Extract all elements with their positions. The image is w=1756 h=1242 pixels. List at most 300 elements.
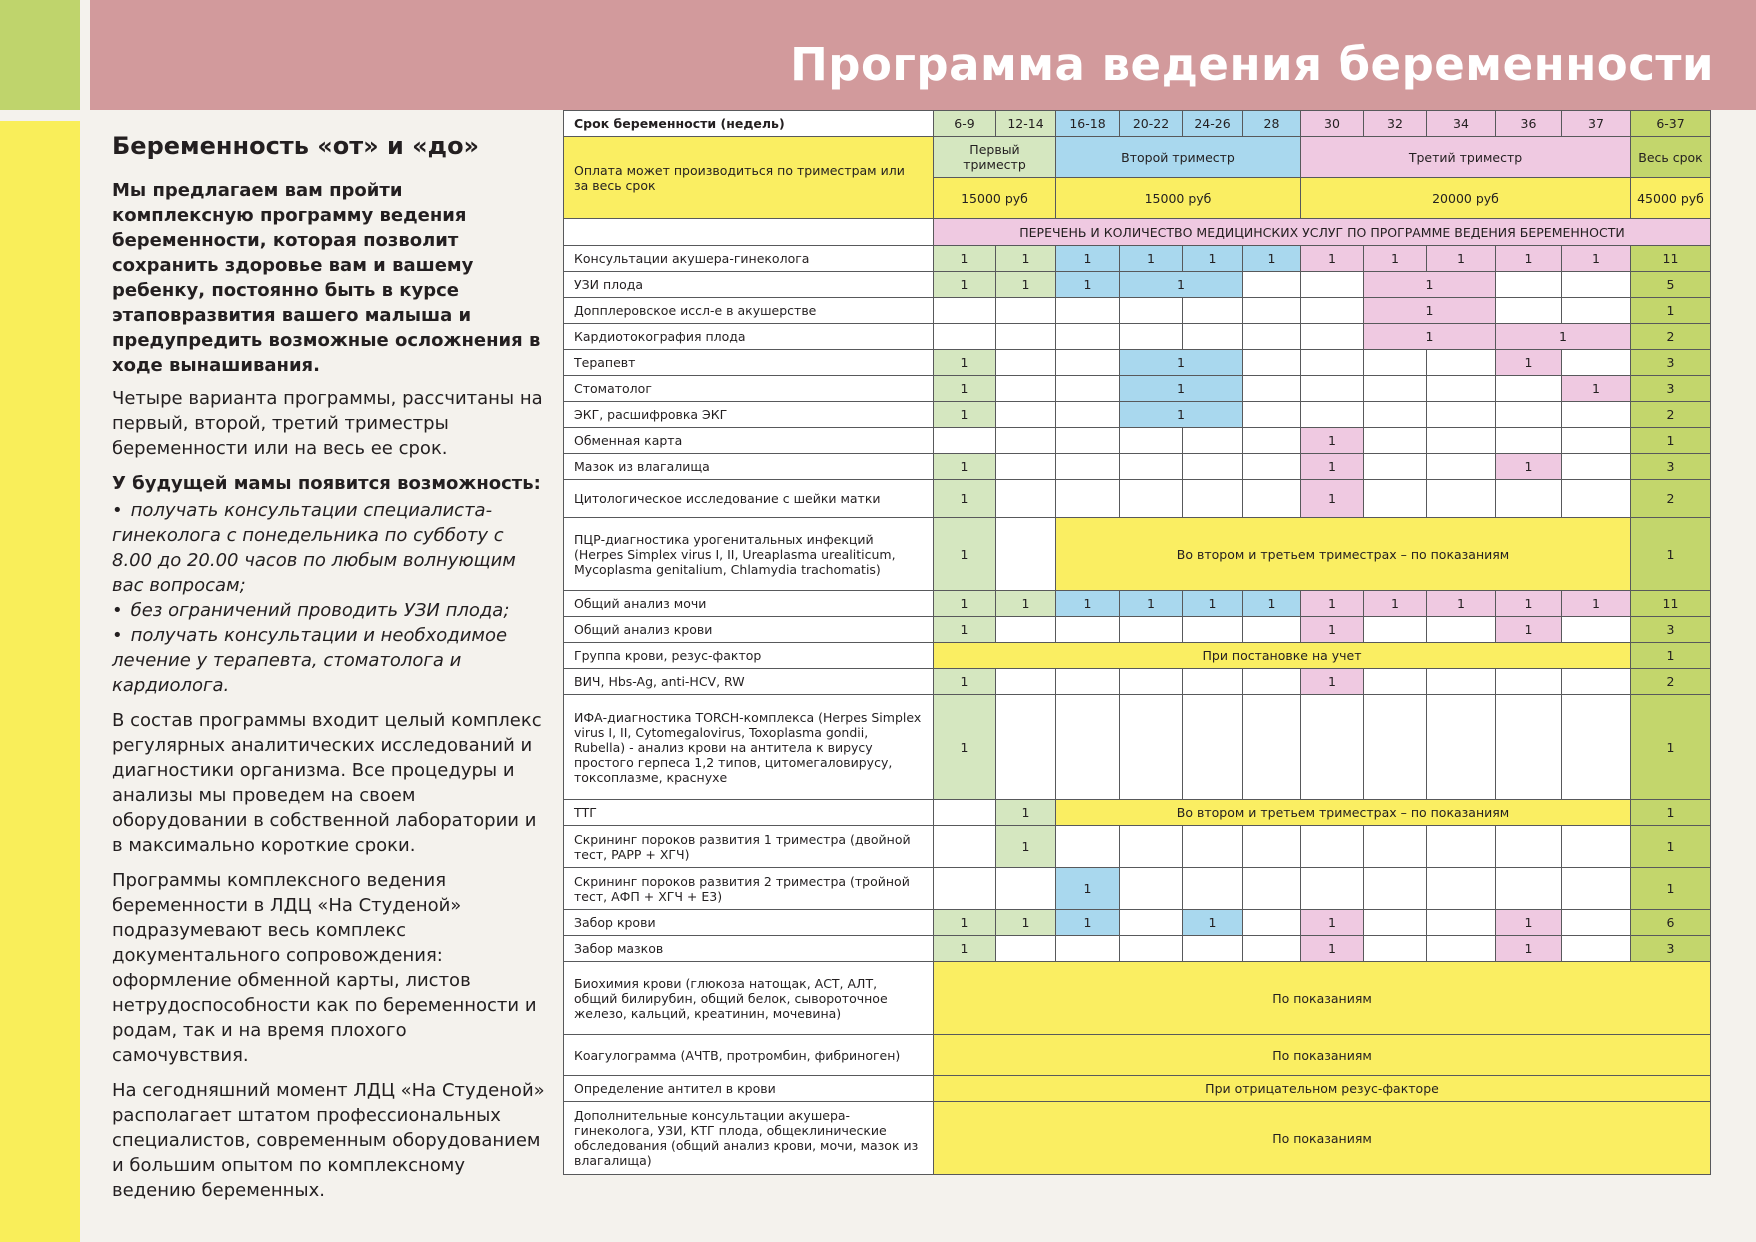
empty-cell — [1183, 936, 1243, 962]
section-heading: Беременность «от» и «до» — [112, 132, 480, 160]
trimester-first: Первый триместр — [934, 137, 1056, 178]
empty-cell — [1427, 826, 1496, 868]
empty-cell — [1301, 272, 1364, 298]
empty-cell — [934, 826, 996, 868]
empty-cell — [934, 428, 996, 454]
empty-cell — [1120, 324, 1183, 350]
empty-cell — [1496, 428, 1562, 454]
empty-cell — [1243, 936, 1301, 962]
empty-cell — [1120, 454, 1183, 480]
green-corner-block — [0, 0, 80, 110]
empty-cell — [1496, 868, 1562, 910]
empty-cell — [1496, 826, 1562, 868]
service-count-cell: 1 — [934, 695, 996, 800]
empty-cell — [1056, 936, 1120, 962]
service-count-cell: 1 — [1183, 910, 1243, 936]
empty-cell — [1183, 480, 1243, 518]
empty-cell — [996, 617, 1056, 643]
table-row — [564, 246, 1711, 272]
service-name: Обменная карта — [564, 428, 934, 454]
empty-cell — [1364, 695, 1427, 800]
documents-paragraph: Программы комплексного ведения беременности в ЛДЦ «На Студеной» подразумевают весь комплекс документального сопровождения: оформление обменной карты, листов нетрудоспособности как по беременности и родам, так и на время плохого самочувствия. — [112, 870, 537, 1066]
service-count-cell: 1 — [1056, 591, 1120, 617]
empty-cell — [1562, 480, 1631, 518]
row-total: 1 — [1631, 826, 1711, 868]
empty-cell — [1496, 272, 1562, 298]
bullet-icon: • — [112, 625, 123, 646]
service-count-cell: 1 — [996, 826, 1056, 868]
empty-cell — [996, 868, 1056, 910]
service-count-cell: 1 — [934, 936, 996, 962]
empty-cell — [1183, 826, 1243, 868]
indications-note: По показаниям — [934, 1035, 1711, 1076]
table-row — [564, 137, 1711, 178]
empty-cell — [1243, 428, 1301, 454]
empty-cell — [1056, 695, 1120, 800]
service-count-cell: 1 — [1496, 591, 1562, 617]
table-row — [564, 298, 1711, 324]
empty-cell — [996, 298, 1056, 324]
empty-cell — [1364, 669, 1427, 695]
service-count-cell: 1 — [1364, 324, 1496, 350]
empty-cell — [1427, 868, 1496, 910]
row-total: 3 — [1631, 617, 1711, 643]
empty-cell — [1562, 617, 1631, 643]
empty-cell — [1120, 826, 1183, 868]
service-name: ИФА-диагностика TORCH-комплекса (Herpes Simplex virus I, II, Cytomegalovirus, Toxoplasma gondii, Rubella) - анализ крови на антитела к вирусу простого герпеса 1,2 типов, цитомегаловирусу, токсоплазме, краснухе — [564, 695, 934, 800]
week-header: 12-14 — [996, 111, 1056, 137]
week-header: 24-26 — [1183, 111, 1243, 137]
table-row — [564, 695, 1711, 800]
table-row — [564, 910, 1711, 936]
empty-cell — [1427, 454, 1496, 480]
service-count-cell: 1 — [996, 591, 1056, 617]
empty-cell — [1562, 868, 1631, 910]
week-header: 34 — [1427, 111, 1496, 137]
empty-cell — [1243, 454, 1301, 480]
service-count-cell: 1 — [1120, 350, 1243, 376]
service-count-cell: 1 — [1496, 936, 1562, 962]
bullet-icon: • — [112, 500, 123, 521]
empty-cell — [1120, 669, 1183, 695]
opportunities-heading: У будущей мамы появится возможность: — [112, 473, 541, 494]
empty-cell — [996, 936, 1056, 962]
empty-cell — [1183, 617, 1243, 643]
table-row — [564, 111, 1711, 137]
service-count-cell: 1 — [1301, 669, 1364, 695]
intro-column — [112, 132, 547, 1213]
empty-cell — [996, 480, 1056, 518]
empty-cell — [1562, 272, 1631, 298]
service-count-cell: 1 — [1496, 324, 1631, 350]
empty-cell — [1496, 376, 1562, 402]
empty-cell — [1496, 695, 1562, 800]
service-name: Забор крови — [564, 910, 934, 936]
price-second: 15000 руб — [1056, 178, 1301, 219]
rh-negative-note: При отрицательном резус-факторе — [934, 1076, 1711, 1102]
table-row — [564, 643, 1711, 669]
row-total: 1 — [1631, 643, 1711, 669]
empty-cell — [1364, 617, 1427, 643]
empty-cell — [1056, 376, 1120, 402]
service-name: Цитологическое исследование с шейки матки — [564, 480, 934, 518]
empty-cell — [1427, 936, 1496, 962]
row-total: 2 — [1631, 669, 1711, 695]
service-count-cell: 1 — [1056, 272, 1120, 298]
empty-cell — [1056, 298, 1120, 324]
empty-cell — [1427, 480, 1496, 518]
empty-cell — [1364, 826, 1427, 868]
service-count-cell: 1 — [1496, 454, 1562, 480]
service-count-cell: 1 — [1301, 617, 1364, 643]
service-count-cell: 1 — [934, 669, 996, 695]
registration-note: При постановке на учет — [934, 643, 1631, 669]
intro-paragraph: Мы предлагаем вам пройти комплексную программу ведения беременности, которая позволит сохранить здоровье вам и вашему ребенку, постоянно быть в курсе этаповразвития вашего малыша и предупредить возможные осложнения в ходе вынашивания. — [112, 180, 541, 376]
service-count-cell: 1 — [1364, 298, 1496, 324]
service-count-cell: 1 — [1120, 272, 1243, 298]
indications-note: Во втором и третьем триместрах – по показаниям — [1056, 800, 1631, 826]
service-count-cell: 1 — [934, 617, 996, 643]
empty-cell — [996, 376, 1056, 402]
service-count-cell: 1 — [934, 402, 996, 428]
row-total: 3 — [1631, 350, 1711, 376]
table-row — [564, 617, 1711, 643]
service-count-cell: 1 — [1183, 591, 1243, 617]
empty-cell — [1056, 428, 1120, 454]
indications-note: По показаниям — [934, 1102, 1711, 1175]
service-name: Мазок из влагалища — [564, 454, 934, 480]
row-total: 1 — [1631, 298, 1711, 324]
empty-cell — [1301, 298, 1364, 324]
empty-cell — [1427, 376, 1496, 402]
service-count-cell: 1 — [1427, 246, 1496, 272]
empty-cell — [1243, 298, 1301, 324]
row-total: 1 — [1631, 518, 1711, 591]
empty-cell — [1243, 324, 1301, 350]
table-row — [564, 376, 1711, 402]
row-total: 2 — [1631, 324, 1711, 350]
table-row — [564, 428, 1711, 454]
row-total: 2 — [1631, 480, 1711, 518]
empty-cell — [1243, 910, 1301, 936]
service-name: Дополнительные консультации акушера-гинеколога, УЗИ, КТГ плода, общеклинические обследования (общий анализ крови, мочи, мазок из влагалища) — [564, 1102, 934, 1175]
trimester-third: Третий триместр — [1301, 137, 1631, 178]
empty-cell — [1243, 669, 1301, 695]
empty-cell — [996, 428, 1056, 454]
empty-cell — [1301, 350, 1364, 376]
empty-cell — [1120, 480, 1183, 518]
empty-cell — [1056, 350, 1120, 376]
service-name: Стоматолог — [564, 376, 934, 402]
week-header: 28 — [1243, 111, 1301, 137]
empty-cell — [1120, 617, 1183, 643]
empty-cell — [1301, 324, 1364, 350]
service-count-cell: 1 — [1364, 246, 1427, 272]
table-row — [564, 868, 1711, 910]
variants-paragraph: Четыре варианта программы, рассчитаны на первый, второй, третий триместры беременности или на весь ее срок. — [112, 388, 543, 459]
empty-cell — [934, 324, 996, 350]
service-name: ТТГ — [564, 800, 934, 826]
empty-cell — [996, 454, 1056, 480]
empty-cell — [1056, 324, 1120, 350]
row-total: 11 — [1631, 246, 1711, 272]
empty-cell — [1243, 826, 1301, 868]
week-header: 16-18 — [1056, 111, 1120, 137]
service-count-cell: 1 — [1496, 350, 1562, 376]
table-row — [564, 1035, 1711, 1076]
indications-note: Во втором и третьем триместрах – по показаниям — [1056, 518, 1631, 591]
service-count-cell: 1 — [996, 246, 1056, 272]
table-row — [564, 402, 1711, 428]
week-header: 32 — [1364, 111, 1427, 137]
page-title: Программа ведения беременности — [790, 38, 1714, 91]
service-name: ПЦР-диагностика урогенитальных инфекций (Herpes Simplex virus I, II, Ureaplasma urealiticum, Mycoplasma genitalium, Chlamydia trachomatis) — [564, 518, 934, 591]
week-header: 36 — [1496, 111, 1562, 137]
empty-cell — [1301, 695, 1364, 800]
empty-cell — [1183, 868, 1243, 910]
empty-cell — [996, 669, 1056, 695]
service-count-cell: 1 — [1301, 454, 1364, 480]
empty-cell — [1364, 910, 1427, 936]
yellow-side-stripe — [0, 121, 80, 1242]
table-row — [564, 669, 1711, 695]
table-row — [564, 826, 1711, 868]
service-count-cell: 1 — [1120, 402, 1243, 428]
empty-cell — [934, 800, 996, 826]
empty-cell — [1183, 454, 1243, 480]
empty-cell — [1364, 428, 1427, 454]
empty-cell — [1056, 826, 1120, 868]
empty-cell — [1056, 480, 1120, 518]
empty-cell — [1427, 617, 1496, 643]
table-row — [564, 800, 1711, 826]
empty-cell — [1056, 669, 1120, 695]
table-row — [564, 1102, 1711, 1175]
table-row — [564, 324, 1711, 350]
price-first: 15000 руб — [934, 178, 1056, 219]
table-row — [564, 272, 1711, 298]
empty-cell — [1562, 454, 1631, 480]
week-header: 20-22 — [1120, 111, 1183, 137]
empty-cell — [1243, 272, 1301, 298]
table-row — [564, 350, 1711, 376]
service-name: УЗИ плода — [564, 272, 934, 298]
service-name: Группа крови, резус-фактор — [564, 643, 934, 669]
service-count-cell: 1 — [1562, 376, 1631, 402]
row-total: 1 — [1631, 800, 1711, 826]
service-count-cell: 1 — [1301, 936, 1364, 962]
empty-cell — [1183, 428, 1243, 454]
empty-cell — [1243, 402, 1301, 428]
table-row — [564, 454, 1711, 480]
service-count-cell: 1 — [1301, 910, 1364, 936]
table-row — [564, 936, 1711, 962]
service-name: Коагулограмма (АЧТВ, протромбин, фибриноген) — [564, 1035, 934, 1076]
service-count-cell: 1 — [1183, 246, 1243, 272]
service-count-cell: 1 — [1120, 376, 1243, 402]
service-name: Определение антител в крови — [564, 1076, 934, 1102]
empty-cell — [1301, 868, 1364, 910]
service-name: Допплеровское иссл-е в акушерстве — [564, 298, 934, 324]
service-count-cell: 1 — [1301, 246, 1364, 272]
empty-cell — [996, 695, 1056, 800]
service-count-cell: 1 — [934, 246, 996, 272]
service-count-cell: 1 — [934, 454, 996, 480]
empty-cell — [996, 402, 1056, 428]
price-all: 45000 руб — [1631, 178, 1711, 219]
list-item: • получать консультации специалиста-гинеколога с понедельника по субботу с 8.00 до 20.00 часов по любым волнующим вас вопросам; — [112, 500, 516, 596]
service-name: Общий анализ мочи — [564, 591, 934, 617]
empty-cell — [1183, 324, 1243, 350]
empty-cell — [1562, 695, 1631, 800]
empty-cell — [1562, 910, 1631, 936]
empty-cell — [1120, 695, 1183, 800]
service-count-cell: 1 — [996, 910, 1056, 936]
empty-cell — [1364, 454, 1427, 480]
empty-cell — [1496, 402, 1562, 428]
service-name: Терапевт — [564, 350, 934, 376]
service-count-cell: 1 — [1496, 910, 1562, 936]
empty-cell — [1364, 936, 1427, 962]
table-row — [564, 591, 1711, 617]
empty-cell — [1427, 350, 1496, 376]
payment-label: Оплата может производиться по триместрам или за весь срок — [564, 137, 934, 219]
service-count-cell: 1 — [934, 480, 996, 518]
service-count-cell: 1 — [1496, 617, 1562, 643]
empty-cell — [1427, 910, 1496, 936]
empty-cell — [934, 298, 996, 324]
empty-cell — [1562, 402, 1631, 428]
empty-cell — [1496, 480, 1562, 518]
service-count-cell: 1 — [996, 272, 1056, 298]
service-name: Скрининг пороков развития 2 триместра (тройной тест, АФП + ХГЧ + Е3) — [564, 868, 934, 910]
empty-cell — [1496, 298, 1562, 324]
empty-cell — [1120, 428, 1183, 454]
table-row — [564, 219, 1711, 246]
services-section-title: ПЕРЕЧЕНЬ И КОЛИЧЕСТВО МЕДИЦИНСКИХ УСЛУГ ПО ПРОГРАММЕ ВЕДЕНИЯ БЕРЕМЕННОСТИ — [934, 219, 1711, 246]
empty-cell — [1243, 350, 1301, 376]
empty-cell — [1427, 428, 1496, 454]
service-count-cell: 1 — [934, 591, 996, 617]
service-count-cell: 1 — [1301, 591, 1364, 617]
service-count-cell: 1 — [1243, 591, 1301, 617]
table-row — [564, 480, 1711, 518]
price-third: 20000 руб — [1301, 178, 1631, 219]
empty-cell — [1120, 936, 1183, 962]
week-header: 6-37 — [1631, 111, 1711, 137]
empty-cell — [1183, 669, 1243, 695]
service-count-cell: 1 — [1496, 246, 1562, 272]
empty-cell — [1364, 868, 1427, 910]
empty-cell — [996, 350, 1056, 376]
service-count-cell: 1 — [934, 376, 996, 402]
service-name: Общий анализ крови — [564, 617, 934, 643]
empty-cell — [1183, 298, 1243, 324]
service-count-cell: 1 — [1364, 272, 1496, 298]
row-total: 6 — [1631, 910, 1711, 936]
row-total: 1 — [1631, 428, 1711, 454]
service-count-cell: 1 — [996, 800, 1056, 826]
empty-cell — [934, 868, 996, 910]
row-total: 2 — [1631, 402, 1711, 428]
service-count-cell: 1 — [1364, 591, 1427, 617]
empty-cell — [1562, 936, 1631, 962]
row-total: 1 — [1631, 868, 1711, 910]
empty-cell — [1496, 669, 1562, 695]
table-row — [564, 518, 1711, 591]
empty-cell — [996, 324, 1056, 350]
empty-cell — [1301, 402, 1364, 428]
service-count-cell: 1 — [1427, 591, 1496, 617]
service-name: ЭКГ, расшифровка ЭКГ — [564, 402, 934, 428]
service-count-cell: 1 — [934, 350, 996, 376]
service-name: Кардиотокография плода — [564, 324, 934, 350]
empty-cell — [1243, 617, 1301, 643]
empty-cell — [1120, 868, 1183, 910]
service-count-cell: 1 — [1301, 428, 1364, 454]
row-total: 1 — [1631, 695, 1711, 800]
staff-paragraph: На сегодняшний момент ЛДЦ «На Студеной» располагает штатом профессиональных специалистов, современным оборудованием и большим опытом по комплексному ведению беременных. — [112, 1080, 545, 1201]
empty-cell — [564, 219, 934, 246]
empty-cell — [1562, 669, 1631, 695]
empty-cell — [1562, 428, 1631, 454]
trimester-all: Весь срок — [1631, 137, 1711, 178]
service-count-cell: 1 — [1056, 868, 1120, 910]
empty-cell — [1562, 350, 1631, 376]
empty-cell — [1301, 826, 1364, 868]
row-total: 3 — [1631, 454, 1711, 480]
empty-cell — [1056, 454, 1120, 480]
week-header: 37 — [1562, 111, 1631, 137]
empty-cell — [1243, 695, 1301, 800]
opportunities-list — [112, 498, 547, 698]
row-total: 11 — [1631, 591, 1711, 617]
service-count-cell: 1 — [934, 272, 996, 298]
service-count-cell: 1 — [934, 910, 996, 936]
week-header: 6-9 — [934, 111, 996, 137]
service-count-cell: 1 — [1562, 591, 1631, 617]
service-count-cell: 1 — [1243, 246, 1301, 272]
service-count-cell: 1 — [934, 518, 996, 591]
service-name: Забор мазков — [564, 936, 934, 962]
row-total: 5 — [1631, 272, 1711, 298]
empty-cell — [1427, 695, 1496, 800]
service-count-cell: 1 — [1562, 246, 1631, 272]
empty-cell — [1243, 480, 1301, 518]
table-row — [564, 962, 1711, 1035]
empty-cell — [996, 518, 1056, 591]
trimester-second: Второй триместр — [1056, 137, 1301, 178]
service-count-cell: 1 — [1120, 591, 1183, 617]
service-count-cell: 1 — [1301, 480, 1364, 518]
row-total: 3 — [1631, 376, 1711, 402]
service-name: Консультации акушера-гинеколога — [564, 246, 934, 272]
empty-cell — [1056, 617, 1120, 643]
empty-cell — [1364, 480, 1427, 518]
week-header: 30 — [1301, 111, 1364, 137]
service-count-cell: 1 — [1056, 246, 1120, 272]
indications-note: По показаниям — [934, 962, 1711, 1035]
service-count-cell: 1 — [1056, 910, 1120, 936]
bullet-icon: • — [112, 600, 123, 621]
empty-cell — [1301, 376, 1364, 402]
list-item: • получать консультации и необходимое лечение у терапевта, стоматолога и кардиолога. — [112, 625, 508, 696]
empty-cell — [1364, 402, 1427, 428]
service-name: Биохимия крови (глюкоза натощак, АСТ, АЛТ, общий билирубин, общий белок, сывороточное железо, кальций, креатинин, мочевина) — [564, 962, 934, 1035]
header-label: Срок беременности (недель) — [564, 111, 934, 137]
empty-cell — [1243, 868, 1301, 910]
empty-cell — [1120, 298, 1183, 324]
